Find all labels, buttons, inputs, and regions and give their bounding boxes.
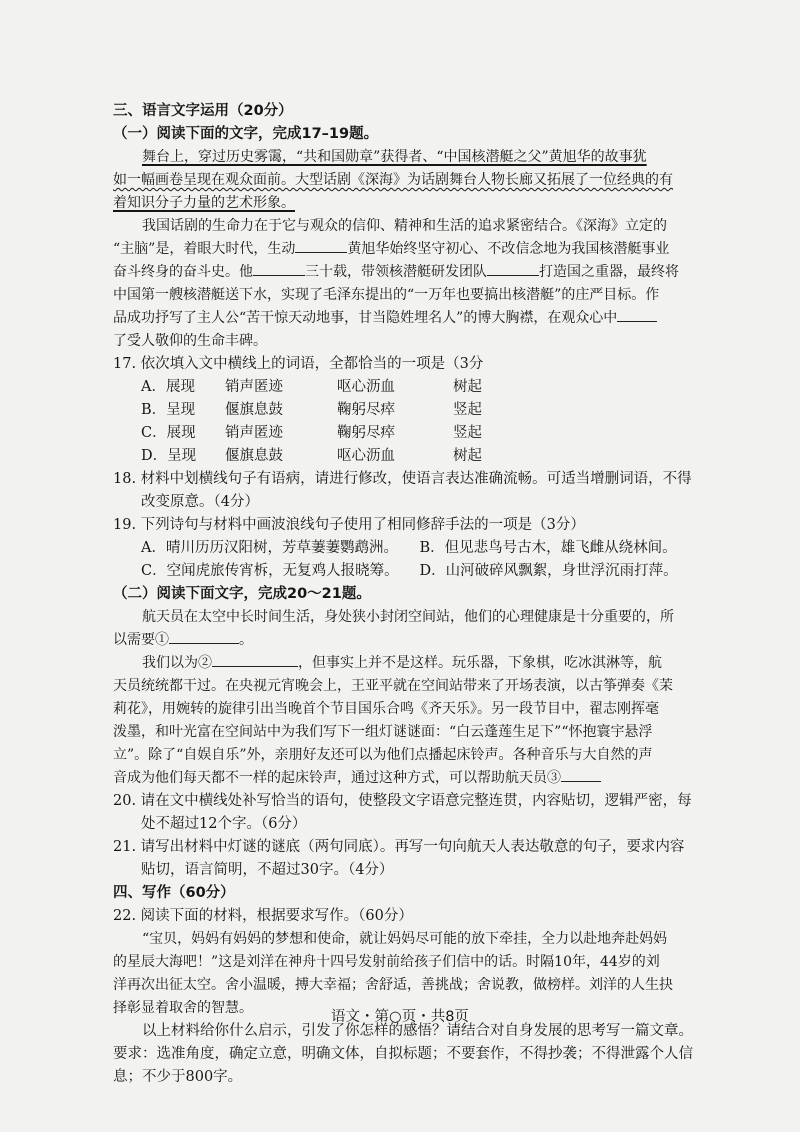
blank-7: [561, 767, 601, 782]
question-17-option-a: A．展现 销声匿迹 呕心沥血 树起: [141, 379, 482, 395]
blank-5: [169, 629, 239, 644]
passage-2-line-5: 品成功抒写了主人公“苦干惊天动地事，甘当隐姓埋名人”的博大胸襟，在观众心中: [113, 307, 698, 330]
question-19-option-a: A．晴川历历汉阳树，芳草萋萋鹦鹉洲。: [141, 540, 398, 556]
question-20-line-1: 20. 请在文中横线处补写恰当的语句，使整段文字语意完整连贯，内容贴切，逻辑严密，每: [113, 793, 692, 809]
passage-1-line-2: [113, 169, 698, 192]
question-19-option-c: C．空闻虎旅传宵柝，无复鸡人报晓筹。: [141, 563, 399, 579]
question-20-line-2: 处不超过12个字。（6分）: [141, 816, 307, 832]
passage-4-line-1: 我们以为② ，但事实上并不是这样。玩乐器，下象棋，吃冰淇淋等，航: [113, 652, 698, 675]
question-21-line-1: 21. 请写出材料中灯谜的谜底（两句同底）。再写一句向航天人表达敬意的句子，要求内容: [113, 839, 685, 855]
passage-4-line-4: 泼墨，和叶光富在空间站中为我们写下一组灯谜谜面：“白云蓬莲生足下”“怀抱寰宇悬浮: [113, 724, 653, 740]
prompt-line-1: 以上材料给你什么启示，引发了你怎样的感悟？请结合对自身发展的思考写一篇文章。: [142, 1023, 693, 1039]
material-line-2: 的星辰大海吧！”这是刘洋在神舟十四号发射前给孩子们信中的话。时隔10年，44岁的刘: [113, 954, 660, 970]
passage-4-line-2: 天员统统都干过。在央视元宵晚会上，王亚平就在空间站带来了开场表演，以古筝弹奏《茉: [113, 678, 673, 694]
wavy-sentence: 如一幅画卷呈现在观众面前。大型话剧《深海》为话剧舞台人物长廊又拓展了一位经典的有: [113, 172, 673, 188]
underlined-sentence-part-1: 舞台上，穿过历史雾霭，“共和国勋章”获得者、“中国核潜艇之父”黄旭华的故事犹: [142, 149, 647, 165]
part-2-heading: （二）阅读下面文字，完成20～21题。: [113, 586, 371, 602]
material-line-4: 择彰显着取舍的智慧。: [113, 1000, 253, 1016]
question-17-option-b: B．呈现 偃旗息鼓 鞠躬尽瘁 竖起: [141, 402, 482, 418]
question-22-stem: 22. 阅读下面的材料，根据要求写作。（60分）: [113, 908, 413, 924]
requirements-line-2: 息；不少于800字。: [113, 1069, 243, 1085]
passage-3-line-2: 以需要① 。: [113, 629, 698, 652]
blank-2: [253, 261, 305, 276]
question-19-options-ab: [113, 537, 698, 560]
section-3-heading: 三、语言文字运用（20分）: [113, 103, 293, 119]
question-17-stem: 17. 依次填入文中横线上的词语，全都恰当的一项是（3分: [113, 356, 484, 372]
material-line-1: “宝贝，妈妈有妈妈的梦想和使命，就让妈妈尽可能的放下牵挂，全力以赴地奔赴妈妈: [142, 931, 668, 947]
passage-4-line-5: 立”。除了“自娱自乐”外，亲朋好友还可以为他们点播起床铃声。各种音乐与大自然的声: [113, 747, 653, 763]
question-17-option-d: D．呈现 偃旗息鼓 呕心沥血 树起: [141, 448, 482, 464]
section-4-heading: 四、写作（60分）: [113, 885, 235, 901]
passage-2-line-3: 奋斗终身的奋斗史。他 三十载，带领核潜艇研发团队 打造国之重器，最终将: [113, 261, 698, 284]
passage-4-line-6: 音成为他们每天都不一样的起床铃声，通过这种方式，可以帮助航天员③: [113, 767, 698, 790]
blank-3: [487, 261, 539, 276]
page-content: [113, 100, 698, 1089]
blank-4: [617, 307, 657, 322]
passage-2-line-4: 中国第一艘核潜艇送下水，实现了毛泽东提出的“一万年也要搞出核潜艇”的庄严目标。作: [113, 287, 660, 303]
passage-2-line-1: 我国话剧的生命力在于它与观众的信仰、精神和生活的追求紧密结合。《深海》立定的: [142, 218, 667, 234]
question-21-line-2: 贴切，语言简明，不超过30字。（4分）: [141, 862, 394, 878]
underlined-sentence-part-2: 着知识分子力量的艺术形象。: [113, 195, 295, 211]
requirements-line-1: 要求：选准角度，确定立意，明确文体，自拟标题；不要套作，不得抄袭；不得泄露个人信: [113, 1046, 693, 1062]
question-19-option-b: B．但见悲鸟号古木，雄飞雌从绕林间。: [419, 540, 677, 556]
blank-6: [212, 652, 298, 667]
question-18-line-2: 改变原意。（4分）: [141, 494, 259, 510]
question-19-options-cd: [113, 560, 698, 583]
passage-1-line-1: [113, 146, 698, 169]
passage-4-line-3: 莉花》，用婉转的旋律引出当晚首个节目国乐合鸣《齐天乐》。另一段节目中，翟志刚挥毫: [113, 701, 659, 717]
blank-1: [295, 238, 347, 253]
passage-1-line-3: [113, 192, 698, 215]
passage-3-line-1: 航天员在太空中长时间生活，身处狭小封闭空间站，他们的心理健康是十分重要的，所: [142, 609, 674, 625]
question-19-option-d: D．山河破碎风飘絮，身世浮沉雨打萍。: [419, 563, 678, 579]
question-19-stem: 19. 下列诗句与材料中画波浪线句子使用了相同修辞手法的一项是（3分）: [113, 517, 585, 533]
material-line-3: 洋再次出征太空。舍小温暖，搏大幸福；舍舒适，善挑战；舍说教，做榜样。刘洋的人生抉: [113, 977, 673, 993]
passage-2-line-2: “主脑”是，着眼大时代，生动 黄旭华始终坚守初心、不改信念地为我国核潜艇事业: [113, 238, 698, 261]
question-18-line-1: 18. 材料中划横线句子有语病，请进行修改，使语言表达准确流畅。可适当增删词语，不得: [113, 471, 692, 487]
question-17-option-c: C．展现 销声匿迹 鞠躬尽瘁 竖起: [141, 425, 482, 441]
part-1-heading: （一）阅读下面的文字，完成17–19题。: [113, 126, 379, 142]
page-footer: 语文・第○页・共8页: [331, 1009, 469, 1025]
passage-2-line-6: 了受人敬仰的生命丰碑。: [113, 333, 267, 349]
